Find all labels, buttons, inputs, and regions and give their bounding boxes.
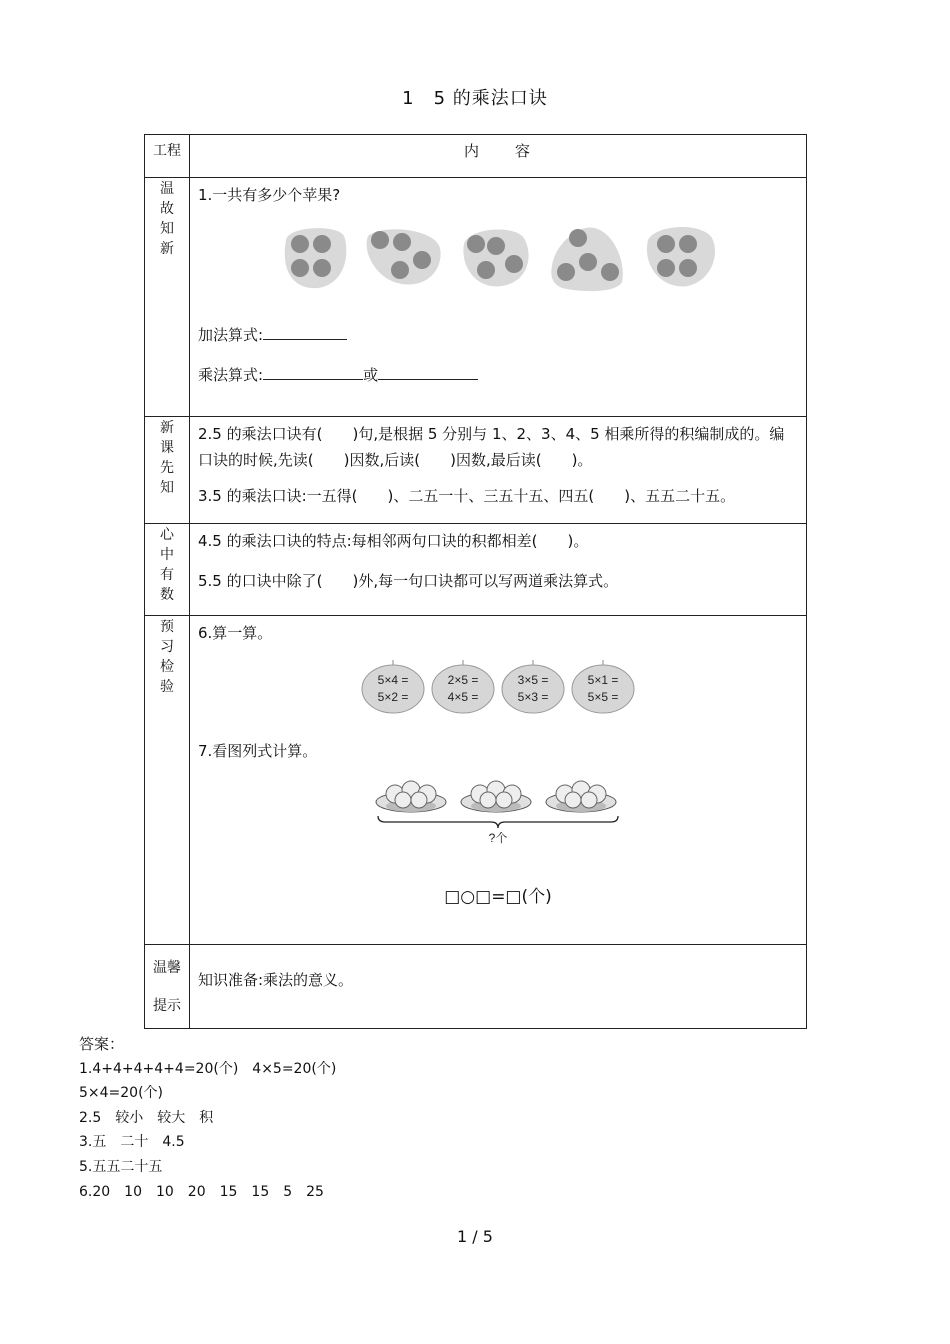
row-label-preview: 新课先知 <box>160 420 174 496</box>
steamed-bun-bowls-illustration <box>373 772 623 848</box>
apple-group-icon <box>364 222 444 292</box>
lantern-icon <box>361 660 425 716</box>
lantern-top-text: 3×5 = <box>517 673 549 687</box>
answer-line: 5.五五二十五 <box>79 1158 163 1175</box>
apple-group-icon <box>642 222 718 292</box>
brace-label: ?个 <box>488 831 508 845</box>
answer-line: 5×4=20(个) <box>79 1085 164 1102</box>
apple-group-icon <box>548 222 628 292</box>
answers-heading: 答案： <box>79 1035 125 1053</box>
answers-section <box>79 1032 336 1204</box>
apple-group-icon <box>278 222 350 292</box>
multiplication-blank-1 <box>263 363 363 380</box>
question-4: 4.5 的乘法口诀的特点:每相邻两句口诀的积都相差( )。 <box>198 532 589 550</box>
row-mindful <box>145 524 807 616</box>
steamed-bun-bowl-icon <box>546 781 616 812</box>
lantern-top-text: 5×1 = <box>587 673 619 687</box>
question-6: 6.算一算。 <box>198 624 273 642</box>
answer-line: 6.20 10 10 20 15 15 5 25 <box>79 1183 324 1200</box>
question-1: 1.一共有多少个苹果? <box>198 186 341 204</box>
or-text: 或 <box>363 366 379 384</box>
row-review <box>145 178 807 417</box>
addition-label: 加法算式: <box>198 326 264 344</box>
question-3: 3.5 的乘法口诀:一五得( )、二五一十、三五十五、四五( )、五五二十五。 <box>198 487 736 505</box>
header-project: 工程 <box>145 135 190 178</box>
lantern-icon <box>431 660 495 716</box>
tip-text: 知识准备:乘法的意义。 <box>198 971 354 989</box>
steamed-bun-bowl-icon <box>461 781 531 812</box>
row-label-check: 预习检验 <box>160 619 174 695</box>
row-preview <box>145 417 807 524</box>
lantern-row <box>198 660 798 716</box>
lantern-bottom-text: 5×5 = <box>587 690 619 704</box>
row-label-mindful: 心中有数 <box>160 527 174 603</box>
question-2: 2.5 的乘法口诀有( )句,是根据 5 分别与 1、2、3、4、5 相乘所得的积编制成的。编口诀的时候,先读( )因数,后读( )因数,最后读( )。 <box>198 425 785 469</box>
page-title: 1 5 的乘法口诀 <box>402 88 548 109</box>
multiplication-blank-2 <box>378 363 478 380</box>
lantern-top-text: 5×4 = <box>377 673 409 687</box>
answer-line: 3.五 二十 4.5 <box>79 1134 185 1151</box>
lantern-icon <box>571 660 635 716</box>
row-label-review: 温故知新 <box>160 181 174 257</box>
apple-groups <box>198 222 798 292</box>
lantern-icon <box>501 660 565 716</box>
row-check <box>145 616 807 945</box>
row-label-tip: 温馨提示 <box>153 960 181 1014</box>
answer-line: 2.5 较小 较大 积 <box>79 1109 214 1126</box>
question-5: 5.5 的口诀中除了( )外,每一句口诀都可以写两道乘法算式。 <box>198 572 619 590</box>
answer-formula: □○□=□(个) <box>444 887 552 907</box>
table-header-row <box>145 135 807 178</box>
question-7: 7.看图列式计算。 <box>198 742 318 760</box>
lantern-bottom-text: 4×5 = <box>447 690 479 704</box>
lantern-bottom-text: 5×2 = <box>377 690 409 704</box>
row-tip <box>145 945 807 1029</box>
worksheet-table <box>144 134 807 1029</box>
header-content: 内 容 <box>190 135 807 178</box>
page-number: 1 / 5 <box>457 1227 493 1246</box>
lantern-top-text: 2×5 = <box>447 673 479 687</box>
multiplication-label: 乘法算式: <box>198 366 264 384</box>
answer-line: 1.4+4+4+4+4=20(个) 4×5=20(个) <box>79 1060 337 1077</box>
steamed-bun-bowl-icon <box>376 781 446 812</box>
apple-group-icon <box>458 222 534 292</box>
brace-icon <box>378 816 618 828</box>
lantern-bottom-text: 5×3 = <box>517 690 549 704</box>
addition-blank <box>263 323 347 340</box>
